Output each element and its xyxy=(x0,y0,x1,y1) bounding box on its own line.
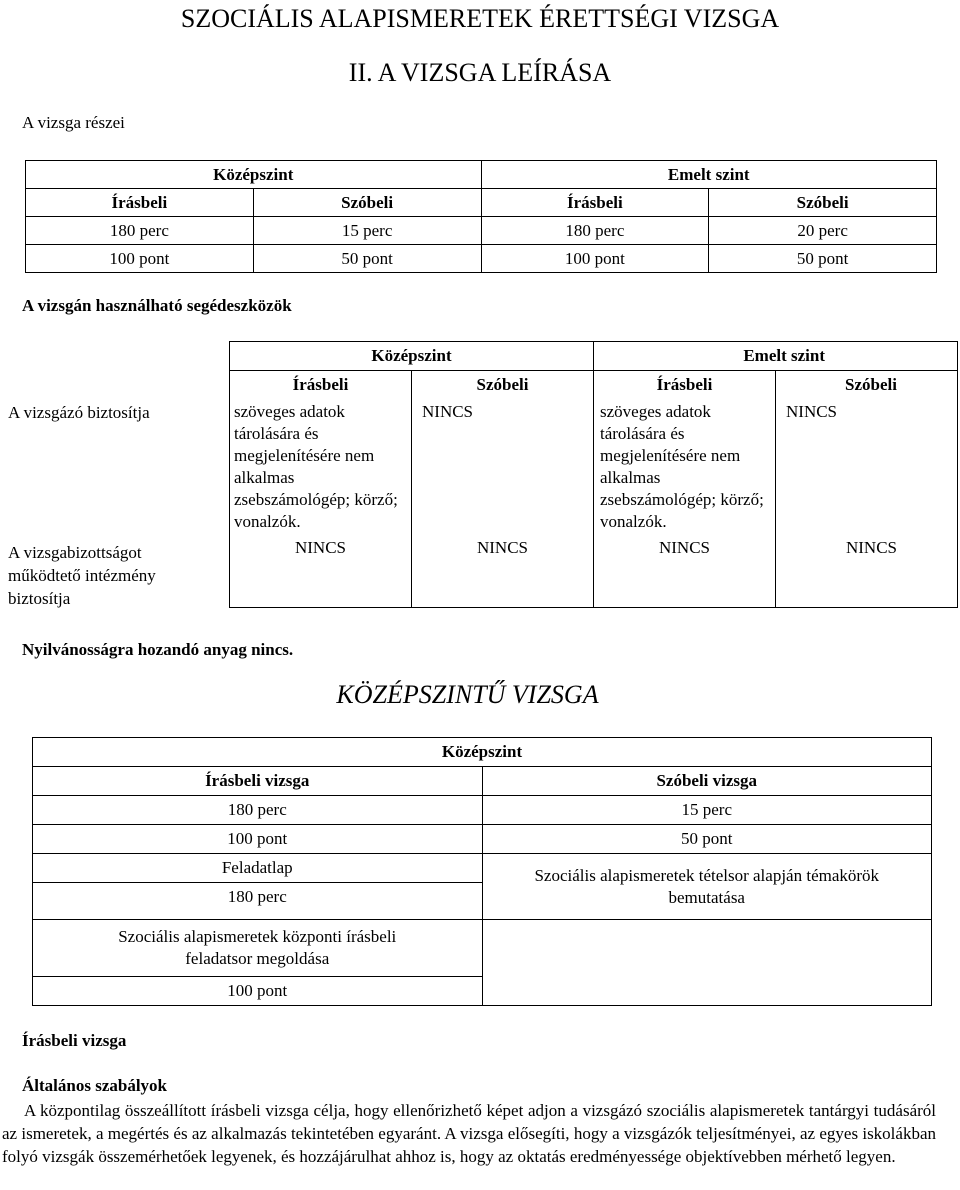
table-cell: 180 perc xyxy=(481,217,709,245)
table-cell: NINCS xyxy=(776,399,958,535)
part-header: Írásbeli xyxy=(26,189,254,217)
table-cell: NINCS xyxy=(776,535,958,608)
written-exam-header: Írásbeli vizsga xyxy=(33,767,483,796)
written-exam-label: Írásbeli vizsga xyxy=(22,1031,127,1050)
level-header: Emelt szint xyxy=(594,342,958,371)
table-cell xyxy=(482,920,932,1006)
table-cell: NINCS xyxy=(594,535,776,608)
table-cell: 180 perc xyxy=(33,796,483,825)
part-header: Szóbeli xyxy=(709,189,937,217)
table-cell: 180 perc xyxy=(33,883,483,920)
level-header: Emelt szint xyxy=(481,161,937,189)
document-subtitle: II. A VIZSGA LEÍRÁSA xyxy=(348,58,612,87)
table-cell: szöveges adatok tárolására és megjelenítésére nem alkalmas zsebszámológép; körző; vonalzók. xyxy=(594,399,776,535)
table-cell: NINCS xyxy=(230,535,412,608)
part-header: Írásbeli xyxy=(594,371,776,400)
table-cell: 15 perc xyxy=(482,796,932,825)
row-label-institution: A vizsgabizottságot működtető intézmény biztosítja xyxy=(8,543,156,608)
table-cell: 20 perc xyxy=(709,217,937,245)
table-cell: 50 pont xyxy=(482,825,932,854)
oral-exam-header: Szóbeli vizsga xyxy=(482,767,932,796)
public-material-note: Nyilvánosságra hozandó anyag nincs. xyxy=(22,640,294,659)
level-header: Középszint xyxy=(26,161,482,189)
table-cell: Feladatlap xyxy=(33,854,483,883)
document-title: SZOCIÁLIS ALAPISMERETEK ÉRETTSÉGI VIZSGA xyxy=(180,4,780,33)
table-cell: 100 pont xyxy=(33,825,483,854)
table-cell: 50 pont xyxy=(709,245,937,273)
part-header: Írásbeli xyxy=(230,371,412,400)
table-cell: 100 pont xyxy=(33,977,483,1006)
table-cell: 100 pont xyxy=(26,245,254,273)
part-header: Szóbeli xyxy=(253,189,481,217)
part-header: Szóbeli xyxy=(412,371,594,400)
level-header: Középszint xyxy=(33,738,932,767)
table-cell: Szociális alapismeretek központi írásbeli feladatsor megoldása xyxy=(33,920,483,977)
paragraph-text: A központilag összeállított írásbeli vizsga célja, hogy ellenőrizhető képet adjon a vizsgázó szociális alapismeretek tantárgyi tudásáról az ismeretek, a megértés és az alkalmazás tekintetében egyaránt. A vizsga elősegíti, hogy a vizsgázók teljesítményei, az egyes iskolákban folyó vizsgák összemérhetőek legyenek, és hozzájárulhat ahhoz is, hogy az oktatás eredményessége objektívebben mérhető legyen. xyxy=(2,1101,936,1166)
part-header: Írásbeli xyxy=(481,189,709,217)
tools-label: A vizsgán használható segédeszközök xyxy=(22,296,292,315)
table-cell: 15 perc xyxy=(253,217,481,245)
table-cell: 180 perc xyxy=(26,217,254,245)
table-cell: szöveges adatok tárolására és megjelenítésére nem alkalmas zsebszámológép; körző; vonalzók. xyxy=(230,399,412,535)
table-cell: NINCS xyxy=(412,399,594,535)
table-cell: Szociális alapismeretek tételsor alapján témakörök bemutatása xyxy=(482,854,932,920)
general-rules-heading: Általános szabályok xyxy=(22,1076,167,1095)
table-cell: NINCS xyxy=(412,535,594,608)
exam-parts-table xyxy=(25,160,937,273)
table-cell: 100 pont xyxy=(481,245,709,273)
part-header: Szóbeli xyxy=(776,371,958,400)
exam-parts-label: A vizsga részei xyxy=(22,113,125,132)
table-cell: 50 pont xyxy=(253,245,481,273)
mid-level-table xyxy=(32,737,932,1006)
section-title: KÖZÉPSZINTŰ VIZSGA xyxy=(336,680,599,709)
general-rules-paragraph xyxy=(0,1099,936,1168)
level-header: Középszint xyxy=(230,342,594,371)
tools-table xyxy=(229,341,958,608)
row-label-candidate: A vizsgázó biztosítja xyxy=(8,403,150,422)
